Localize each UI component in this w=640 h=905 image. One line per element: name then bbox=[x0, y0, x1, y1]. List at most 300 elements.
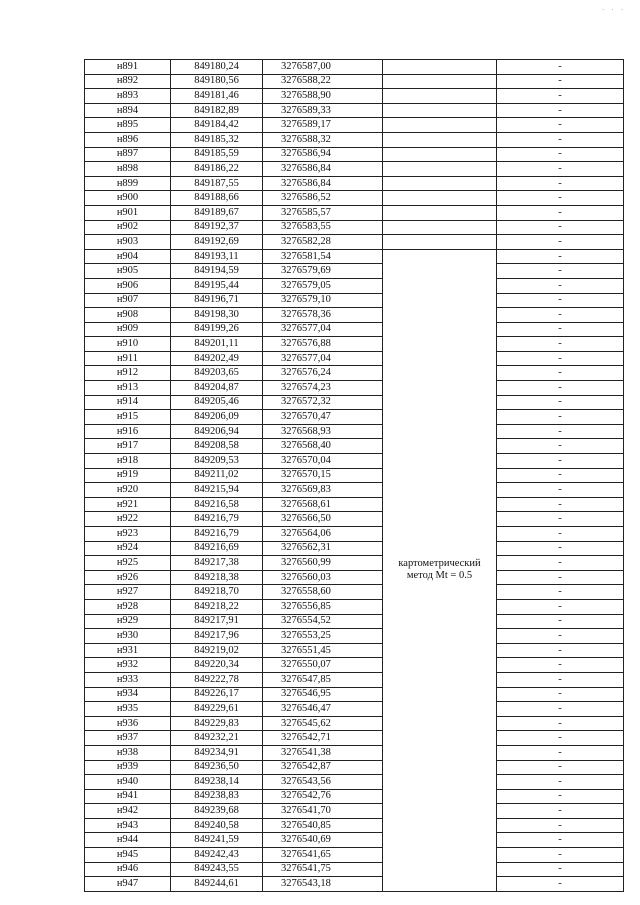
x-coordinate-cell: 849226,17 bbox=[171, 687, 263, 702]
dash-cell: - bbox=[497, 337, 624, 352]
table-row bbox=[85, 672, 624, 687]
y-coordinate-cell: 3276568,40 bbox=[263, 439, 383, 454]
y-coordinate-cell: 3276583,55 bbox=[263, 220, 383, 235]
point-id-cell: н904 bbox=[85, 249, 171, 264]
point-id-cell: н941 bbox=[85, 789, 171, 804]
dash-cell: - bbox=[497, 643, 624, 658]
point-id-cell: н935 bbox=[85, 702, 171, 717]
x-coordinate-cell: 849195,44 bbox=[171, 278, 263, 293]
point-id-cell: н946 bbox=[85, 862, 171, 877]
dash-cell: - bbox=[497, 775, 624, 790]
point-id-cell: н915 bbox=[85, 410, 171, 425]
table-row bbox=[85, 541, 624, 556]
y-coordinate-cell: 3276540,69 bbox=[263, 833, 383, 848]
table-row bbox=[85, 687, 624, 702]
x-coordinate-cell: 849199,26 bbox=[171, 322, 263, 337]
dash-cell: - bbox=[497, 731, 624, 746]
dash-cell: - bbox=[497, 439, 624, 454]
table-row bbox=[85, 702, 624, 717]
table-row bbox=[85, 512, 624, 527]
dash-cell: - bbox=[497, 278, 624, 293]
table-row bbox=[85, 556, 624, 571]
y-coordinate-cell: 3276568,93 bbox=[263, 424, 383, 439]
point-id-cell: н891 bbox=[85, 60, 171, 75]
dash-cell: - bbox=[497, 176, 624, 191]
point-id-cell: н925 bbox=[85, 556, 171, 571]
point-id-cell: н942 bbox=[85, 804, 171, 819]
x-coordinate-cell: 849238,83 bbox=[171, 789, 263, 804]
table-row bbox=[85, 424, 624, 439]
method-description-cell bbox=[383, 249, 497, 891]
point-id-cell: н931 bbox=[85, 643, 171, 658]
dash-cell: - bbox=[497, 672, 624, 687]
coordinates-table-body bbox=[85, 60, 624, 892]
dash-cell: - bbox=[497, 118, 624, 133]
dash-cell: - bbox=[497, 877, 624, 892]
point-id-cell: н933 bbox=[85, 672, 171, 687]
table-row bbox=[85, 468, 624, 483]
x-coordinate-cell: 849180,56 bbox=[171, 74, 263, 89]
y-coordinate-cell: 3276542,71 bbox=[263, 731, 383, 746]
y-coordinate-cell: 3276588,22 bbox=[263, 74, 383, 89]
point-id-cell: н902 bbox=[85, 220, 171, 235]
table-row bbox=[85, 818, 624, 833]
y-coordinate-cell: 3276578,36 bbox=[263, 308, 383, 323]
x-coordinate-cell: 849198,30 bbox=[171, 308, 263, 323]
x-coordinate-cell: 849180,24 bbox=[171, 60, 263, 75]
y-coordinate-cell: 3276545,62 bbox=[263, 716, 383, 731]
x-coordinate-cell: 849220,34 bbox=[171, 658, 263, 673]
point-id-cell: н907 bbox=[85, 293, 171, 308]
table-row bbox=[85, 249, 624, 264]
y-coordinate-cell: 3276541,65 bbox=[263, 848, 383, 863]
x-coordinate-cell: 849217,96 bbox=[171, 629, 263, 644]
dash-cell: - bbox=[497, 658, 624, 673]
y-coordinate-cell: 3276579,69 bbox=[263, 264, 383, 279]
point-id-cell: н918 bbox=[85, 454, 171, 469]
dash-cell: - bbox=[497, 687, 624, 702]
point-id-cell: н943 bbox=[85, 818, 171, 833]
x-coordinate-cell: 849216,79 bbox=[171, 512, 263, 527]
y-coordinate-cell: 3276558,60 bbox=[263, 585, 383, 600]
point-id-cell: н924 bbox=[85, 541, 171, 556]
y-coordinate-cell: 3276588,32 bbox=[263, 132, 383, 147]
y-coordinate-cell: 3276541,38 bbox=[263, 745, 383, 760]
point-id-cell: н938 bbox=[85, 745, 171, 760]
point-id-cell: н897 bbox=[85, 147, 171, 162]
y-coordinate-cell: 3276579,05 bbox=[263, 278, 383, 293]
y-coordinate-cell: 3276585,57 bbox=[263, 205, 383, 220]
table-row bbox=[85, 205, 624, 220]
point-id-cell: н905 bbox=[85, 264, 171, 279]
table-row bbox=[85, 658, 624, 673]
dash-cell: - bbox=[497, 468, 624, 483]
point-id-cell: н920 bbox=[85, 483, 171, 498]
y-coordinate-cell: 3276560,03 bbox=[263, 570, 383, 585]
x-coordinate-cell: 849208,58 bbox=[171, 439, 263, 454]
dash-cell: - bbox=[497, 103, 624, 118]
x-coordinate-cell: 849204,87 bbox=[171, 381, 263, 396]
table-row bbox=[85, 527, 624, 542]
y-coordinate-cell: 3276547,85 bbox=[263, 672, 383, 687]
point-id-cell: н944 bbox=[85, 833, 171, 848]
table-row bbox=[85, 599, 624, 614]
x-coordinate-cell: 849218,70 bbox=[171, 585, 263, 600]
point-id-cell: н908 bbox=[85, 308, 171, 323]
dash-cell: - bbox=[497, 424, 624, 439]
table-row bbox=[85, 162, 624, 177]
table-row bbox=[85, 804, 624, 819]
point-id-cell: н926 bbox=[85, 570, 171, 585]
dash-cell: - bbox=[497, 191, 624, 206]
method-cell-empty bbox=[383, 220, 497, 235]
x-coordinate-cell: 849192,37 bbox=[171, 220, 263, 235]
point-id-cell: н947 bbox=[85, 877, 171, 892]
x-coordinate-cell: 849234,91 bbox=[171, 745, 263, 760]
y-coordinate-cell: 3276543,56 bbox=[263, 775, 383, 790]
point-id-cell: н916 bbox=[85, 424, 171, 439]
table-row bbox=[85, 264, 624, 279]
y-coordinate-cell: 3276586,52 bbox=[263, 191, 383, 206]
y-coordinate-cell: 3276569,83 bbox=[263, 483, 383, 498]
table-row bbox=[85, 337, 624, 352]
x-coordinate-cell: 849184,42 bbox=[171, 118, 263, 133]
dash-cell: - bbox=[497, 293, 624, 308]
point-id-cell: н919 bbox=[85, 468, 171, 483]
y-coordinate-cell: 3276550,07 bbox=[263, 658, 383, 673]
dash-cell: - bbox=[497, 395, 624, 410]
point-id-cell: н906 bbox=[85, 278, 171, 293]
method-cell-empty bbox=[383, 132, 497, 147]
table-row bbox=[85, 483, 624, 498]
point-id-cell: н892 bbox=[85, 74, 171, 89]
method-cell-empty bbox=[383, 191, 497, 206]
dash-cell: - bbox=[497, 235, 624, 250]
x-coordinate-cell: 849182,89 bbox=[171, 103, 263, 118]
dash-cell: - bbox=[497, 74, 624, 89]
point-id-cell: н927 bbox=[85, 585, 171, 600]
x-coordinate-cell: 849217,91 bbox=[171, 614, 263, 629]
table-row bbox=[85, 454, 624, 469]
dash-cell: - bbox=[497, 804, 624, 819]
y-coordinate-cell: 3276542,76 bbox=[263, 789, 383, 804]
table-row bbox=[85, 745, 624, 760]
point-id-cell: н899 bbox=[85, 176, 171, 191]
point-id-cell: н922 bbox=[85, 512, 171, 527]
dash-cell: - bbox=[497, 760, 624, 775]
y-coordinate-cell: 3276543,18 bbox=[263, 877, 383, 892]
x-coordinate-cell: 849241,59 bbox=[171, 833, 263, 848]
x-coordinate-cell: 849243,55 bbox=[171, 862, 263, 877]
table-row bbox=[85, 191, 624, 206]
x-coordinate-cell: 849236,50 bbox=[171, 760, 263, 775]
x-coordinate-cell: 849192,69 bbox=[171, 235, 263, 250]
table-row bbox=[85, 395, 624, 410]
dash-cell: - bbox=[497, 322, 624, 337]
y-coordinate-cell: 3276586,94 bbox=[263, 147, 383, 162]
method-cell-empty bbox=[383, 205, 497, 220]
table-row bbox=[85, 74, 624, 89]
table-row bbox=[85, 731, 624, 746]
point-id-cell: н936 bbox=[85, 716, 171, 731]
method-line-2: метод Mt = 0.5 bbox=[406, 570, 473, 582]
method-cell-empty bbox=[383, 118, 497, 133]
table-row bbox=[85, 497, 624, 512]
dash-cell: - bbox=[497, 381, 624, 396]
y-coordinate-cell: 3276577,04 bbox=[263, 322, 383, 337]
table-row bbox=[85, 789, 624, 804]
dash-cell: - bbox=[497, 629, 624, 644]
table-row bbox=[85, 293, 624, 308]
point-id-cell: н928 bbox=[85, 599, 171, 614]
y-coordinate-cell: 3276556,85 bbox=[263, 599, 383, 614]
point-id-cell: н898 bbox=[85, 162, 171, 177]
table-row bbox=[85, 235, 624, 250]
table-row bbox=[85, 278, 624, 293]
x-coordinate-cell: 849206,09 bbox=[171, 410, 263, 425]
method-cell-empty bbox=[383, 89, 497, 104]
y-coordinate-cell: 3276546,95 bbox=[263, 687, 383, 702]
dash-cell: - bbox=[497, 833, 624, 848]
table-row bbox=[85, 775, 624, 790]
dash-cell: - bbox=[497, 220, 624, 235]
x-coordinate-cell: 849239,68 bbox=[171, 804, 263, 819]
y-coordinate-cell: 3276551,45 bbox=[263, 643, 383, 658]
table-row bbox=[85, 322, 624, 337]
table-row bbox=[85, 89, 624, 104]
x-coordinate-cell: 849187,55 bbox=[171, 176, 263, 191]
x-coordinate-cell: 849218,22 bbox=[171, 599, 263, 614]
dash-cell: - bbox=[497, 249, 624, 264]
x-coordinate-cell: 849242,43 bbox=[171, 848, 263, 863]
dash-cell: - bbox=[497, 147, 624, 162]
y-coordinate-cell: 3276574,23 bbox=[263, 381, 383, 396]
table-row bbox=[85, 439, 624, 454]
table-row bbox=[85, 176, 624, 191]
dash-cell: - bbox=[497, 599, 624, 614]
dash-cell: - bbox=[497, 60, 624, 75]
table-row bbox=[85, 833, 624, 848]
method-cell-empty bbox=[383, 235, 497, 250]
dash-cell: - bbox=[497, 862, 624, 877]
point-id-cell: н894 bbox=[85, 103, 171, 118]
dash-cell: - bbox=[497, 483, 624, 498]
point-id-cell: н932 bbox=[85, 658, 171, 673]
y-coordinate-cell: 3276587,00 bbox=[263, 60, 383, 75]
dash-cell: - bbox=[497, 818, 624, 833]
x-coordinate-cell: 849222,78 bbox=[171, 672, 263, 687]
x-coordinate-cell: 849216,58 bbox=[171, 497, 263, 512]
point-id-cell: н934 bbox=[85, 687, 171, 702]
coordinates-table bbox=[84, 59, 624, 892]
y-coordinate-cell: 3276560,99 bbox=[263, 556, 383, 571]
dash-cell: - bbox=[497, 512, 624, 527]
dash-cell: - bbox=[497, 848, 624, 863]
x-coordinate-cell: 849185,59 bbox=[171, 147, 263, 162]
dash-cell: - bbox=[497, 570, 624, 585]
table-row bbox=[85, 848, 624, 863]
table-row bbox=[85, 118, 624, 133]
dash-cell: - bbox=[497, 308, 624, 323]
x-coordinate-cell: 849209,53 bbox=[171, 454, 263, 469]
dash-cell: - bbox=[497, 614, 624, 629]
method-cell-empty bbox=[383, 162, 497, 177]
table-row bbox=[85, 643, 624, 658]
y-coordinate-cell: 3276564,06 bbox=[263, 527, 383, 542]
table-row bbox=[85, 862, 624, 877]
x-coordinate-cell: 849193,11 bbox=[171, 249, 263, 264]
y-coordinate-cell: 3276541,70 bbox=[263, 804, 383, 819]
y-coordinate-cell: 3276568,61 bbox=[263, 497, 383, 512]
y-coordinate-cell: 3276541,75 bbox=[263, 862, 383, 877]
x-coordinate-cell: 849188,66 bbox=[171, 191, 263, 206]
point-id-cell: н913 bbox=[85, 381, 171, 396]
y-coordinate-cell: 3276570,04 bbox=[263, 454, 383, 469]
x-coordinate-cell: 849215,94 bbox=[171, 483, 263, 498]
y-coordinate-cell: 3276581,54 bbox=[263, 249, 383, 264]
y-coordinate-cell: 3276553,25 bbox=[263, 629, 383, 644]
x-coordinate-cell: 849186,22 bbox=[171, 162, 263, 177]
y-coordinate-cell: 3276579,10 bbox=[263, 293, 383, 308]
dash-cell: - bbox=[497, 541, 624, 556]
dash-cell: - bbox=[497, 454, 624, 469]
table-row bbox=[85, 60, 624, 75]
y-coordinate-cell: 3276542,87 bbox=[263, 760, 383, 775]
dash-cell: - bbox=[497, 162, 624, 177]
y-coordinate-cell: 3276570,47 bbox=[263, 410, 383, 425]
table-row bbox=[85, 366, 624, 381]
y-coordinate-cell: 3276586,84 bbox=[263, 176, 383, 191]
x-coordinate-cell: 849229,83 bbox=[171, 716, 263, 731]
y-coordinate-cell: 3276577,04 bbox=[263, 351, 383, 366]
page-corner-mark: . . . bbox=[602, 4, 626, 12]
x-coordinate-cell: 849232,21 bbox=[171, 731, 263, 746]
dash-cell: - bbox=[497, 716, 624, 731]
table-row bbox=[85, 308, 624, 323]
x-coordinate-cell: 849229,61 bbox=[171, 702, 263, 717]
x-coordinate-cell: 849196,71 bbox=[171, 293, 263, 308]
point-id-cell: н930 bbox=[85, 629, 171, 644]
x-coordinate-cell: 849217,38 bbox=[171, 556, 263, 571]
table-row bbox=[85, 351, 624, 366]
dash-cell: - bbox=[497, 205, 624, 220]
point-id-cell: н914 bbox=[85, 395, 171, 410]
table-row bbox=[85, 716, 624, 731]
method-cell-empty bbox=[383, 74, 497, 89]
x-coordinate-cell: 849216,79 bbox=[171, 527, 263, 542]
point-id-cell: н923 bbox=[85, 527, 171, 542]
method-line-1: картометрический bbox=[398, 558, 481, 570]
table-row bbox=[85, 220, 624, 235]
point-id-cell: н912 bbox=[85, 366, 171, 381]
point-id-cell: н900 bbox=[85, 191, 171, 206]
dash-cell: - bbox=[497, 89, 624, 104]
x-coordinate-cell: 849206,94 bbox=[171, 424, 263, 439]
table-row bbox=[85, 877, 624, 892]
dash-cell: - bbox=[497, 585, 624, 600]
point-id-cell: н903 bbox=[85, 235, 171, 250]
table-row bbox=[85, 585, 624, 600]
point-id-cell: н929 bbox=[85, 614, 171, 629]
dash-cell: - bbox=[497, 264, 624, 279]
dash-cell: - bbox=[497, 351, 624, 366]
method-cell-empty bbox=[383, 147, 497, 162]
x-coordinate-cell: 849205,46 bbox=[171, 395, 263, 410]
point-id-cell: н939 bbox=[85, 760, 171, 775]
y-coordinate-cell: 3276546,47 bbox=[263, 702, 383, 717]
method-cell-empty bbox=[383, 60, 497, 75]
y-coordinate-cell: 3276576,24 bbox=[263, 366, 383, 381]
point-id-cell: н896 bbox=[85, 132, 171, 147]
y-coordinate-cell: 3276588,90 bbox=[263, 89, 383, 104]
dash-cell: - bbox=[497, 527, 624, 542]
dash-cell: - bbox=[497, 745, 624, 760]
dash-cell: - bbox=[497, 702, 624, 717]
x-coordinate-cell: 849240,58 bbox=[171, 818, 263, 833]
table-row bbox=[85, 103, 624, 118]
y-coordinate-cell: 3276566,50 bbox=[263, 512, 383, 527]
method-cell-empty bbox=[383, 103, 497, 118]
table-row bbox=[85, 381, 624, 396]
x-coordinate-cell: 849203,65 bbox=[171, 366, 263, 381]
x-coordinate-cell: 849185,32 bbox=[171, 132, 263, 147]
dash-cell: - bbox=[497, 132, 624, 147]
point-id-cell: н921 bbox=[85, 497, 171, 512]
point-id-cell: н910 bbox=[85, 337, 171, 352]
y-coordinate-cell: 3276540,85 bbox=[263, 818, 383, 833]
method-cell-empty bbox=[383, 176, 497, 191]
dash-cell: - bbox=[497, 556, 624, 571]
dash-cell: - bbox=[497, 366, 624, 381]
dash-cell: - bbox=[497, 410, 624, 425]
table-row bbox=[85, 760, 624, 775]
x-coordinate-cell: 849219,02 bbox=[171, 643, 263, 658]
point-id-cell: н895 bbox=[85, 118, 171, 133]
table-row bbox=[85, 410, 624, 425]
y-coordinate-cell: 3276554,52 bbox=[263, 614, 383, 629]
table-row bbox=[85, 570, 624, 585]
y-coordinate-cell: 3276570,15 bbox=[263, 468, 383, 483]
x-coordinate-cell: 849201,11 bbox=[171, 337, 263, 352]
x-coordinate-cell: 849218,38 bbox=[171, 570, 263, 585]
point-id-cell: н901 bbox=[85, 205, 171, 220]
y-coordinate-cell: 3276582,28 bbox=[263, 235, 383, 250]
x-coordinate-cell: 849189,67 bbox=[171, 205, 263, 220]
x-coordinate-cell: 849216,69 bbox=[171, 541, 263, 556]
table-row bbox=[85, 614, 624, 629]
dash-cell: - bbox=[497, 497, 624, 512]
point-id-cell: н945 bbox=[85, 848, 171, 863]
x-coordinate-cell: 849244,61 bbox=[171, 877, 263, 892]
point-id-cell: н917 bbox=[85, 439, 171, 454]
y-coordinate-cell: 3276589,17 bbox=[263, 118, 383, 133]
table-row bbox=[85, 147, 624, 162]
y-coordinate-cell: 3276562,31 bbox=[263, 541, 383, 556]
y-coordinate-cell: 3276572,32 bbox=[263, 395, 383, 410]
x-coordinate-cell: 849211,02 bbox=[171, 468, 263, 483]
point-id-cell: н937 bbox=[85, 731, 171, 746]
x-coordinate-cell: 849181,46 bbox=[171, 89, 263, 104]
x-coordinate-cell: 849194,59 bbox=[171, 264, 263, 279]
x-coordinate-cell: 849202,49 bbox=[171, 351, 263, 366]
y-coordinate-cell: 3276589,33 bbox=[263, 103, 383, 118]
y-coordinate-cell: 3276576,88 bbox=[263, 337, 383, 352]
table-row bbox=[85, 629, 624, 644]
point-id-cell: н911 bbox=[85, 351, 171, 366]
table-row bbox=[85, 132, 624, 147]
point-id-cell: н893 bbox=[85, 89, 171, 104]
x-coordinate-cell: 849238,14 bbox=[171, 775, 263, 790]
